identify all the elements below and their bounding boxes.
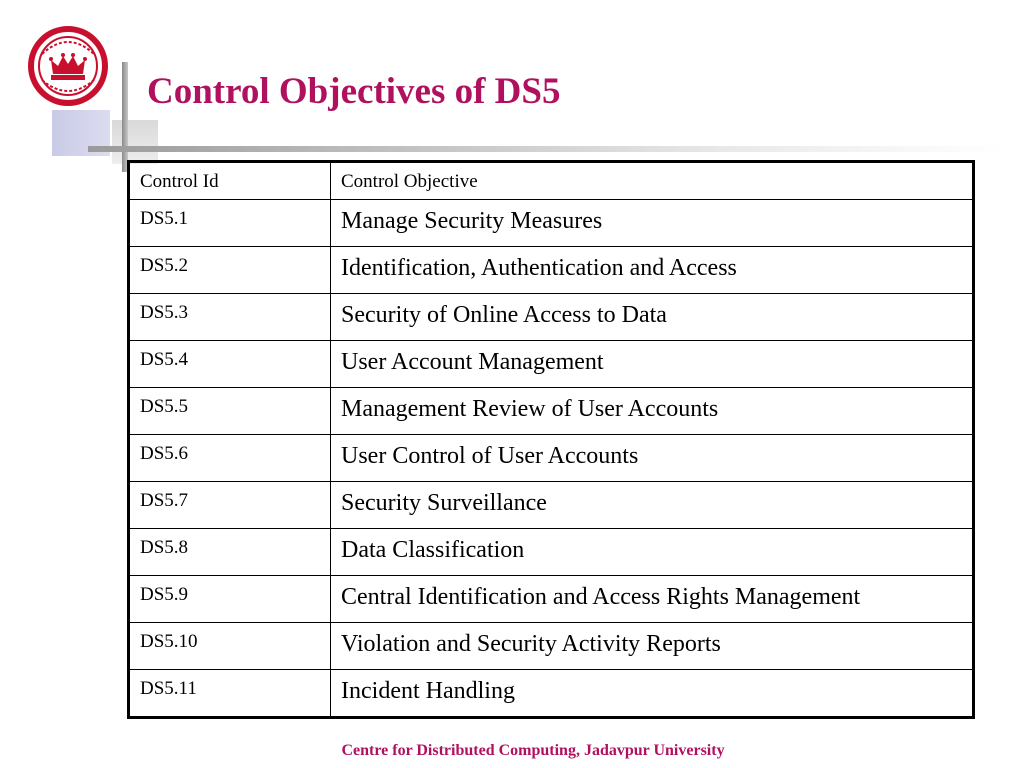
control-id-cell: DS5.2 <box>129 247 331 294</box>
control-id-cell: DS5.4 <box>129 341 331 388</box>
table-row <box>129 294 974 341</box>
table-row <box>129 435 974 482</box>
control-id-cell: DS5.6 <box>129 435 331 482</box>
control-objective-cell: Incident Handling <box>331 670 974 718</box>
control-id-cell: DS5.5 <box>129 388 331 435</box>
control-id-cell: DS5.9 <box>129 576 331 623</box>
university-seal-icon <box>20 26 116 106</box>
slide-footer: Centre for Distributed Computing, Jadavpur University <box>341 742 725 759</box>
table-row <box>129 247 974 294</box>
objectives-table-container <box>127 160 975 719</box>
control-objective-cell: Central Identification and Access Rights Management <box>331 576 974 623</box>
control-id-cell: DS5.10 <box>129 623 331 670</box>
control-id-cell: DS5.8 <box>129 529 331 576</box>
table-row <box>129 341 974 388</box>
control-objective-cell: Data Classification <box>331 529 974 576</box>
table-row <box>129 623 974 670</box>
control-id-cell: DS5.1 <box>129 200 331 247</box>
table-row <box>129 529 974 576</box>
control-objective-cell: Manage Security Measures <box>331 200 974 247</box>
column-header-control-id: Control Id <box>129 162 331 200</box>
table-row <box>129 200 974 247</box>
table-row <box>129 576 974 623</box>
decorative-horizontal-line <box>88 146 1004 152</box>
column-header-control-objective: Control Objective <box>331 162 974 200</box>
table-header-row <box>129 162 974 200</box>
control-objective-cell: Violation and Security Activity Reports <box>331 623 974 670</box>
control-objective-cell: Security of Online Access to Data <box>331 294 974 341</box>
control-id-cell: DS5.7 <box>129 482 331 529</box>
table-row <box>129 482 974 529</box>
slide-title: Control Objectives of DS5 <box>147 71 561 112</box>
decorative-square <box>112 120 158 164</box>
table-row <box>129 670 974 718</box>
table-row <box>129 388 974 435</box>
control-objective-cell: Security Surveillance <box>331 482 974 529</box>
control-objectives-table <box>127 160 975 719</box>
control-id-cell: DS5.11 <box>129 670 331 718</box>
control-objective-cell: Management Review of User Accounts <box>331 388 974 435</box>
control-id-cell: DS5.3 <box>129 294 331 341</box>
control-objective-cell: Identification, Authentication and Access <box>331 247 974 294</box>
control-objective-cell: User Control of User Accounts <box>331 435 974 482</box>
decorative-vertical-line <box>122 62 128 172</box>
control-objective-cell: User Account Management <box>331 341 974 388</box>
